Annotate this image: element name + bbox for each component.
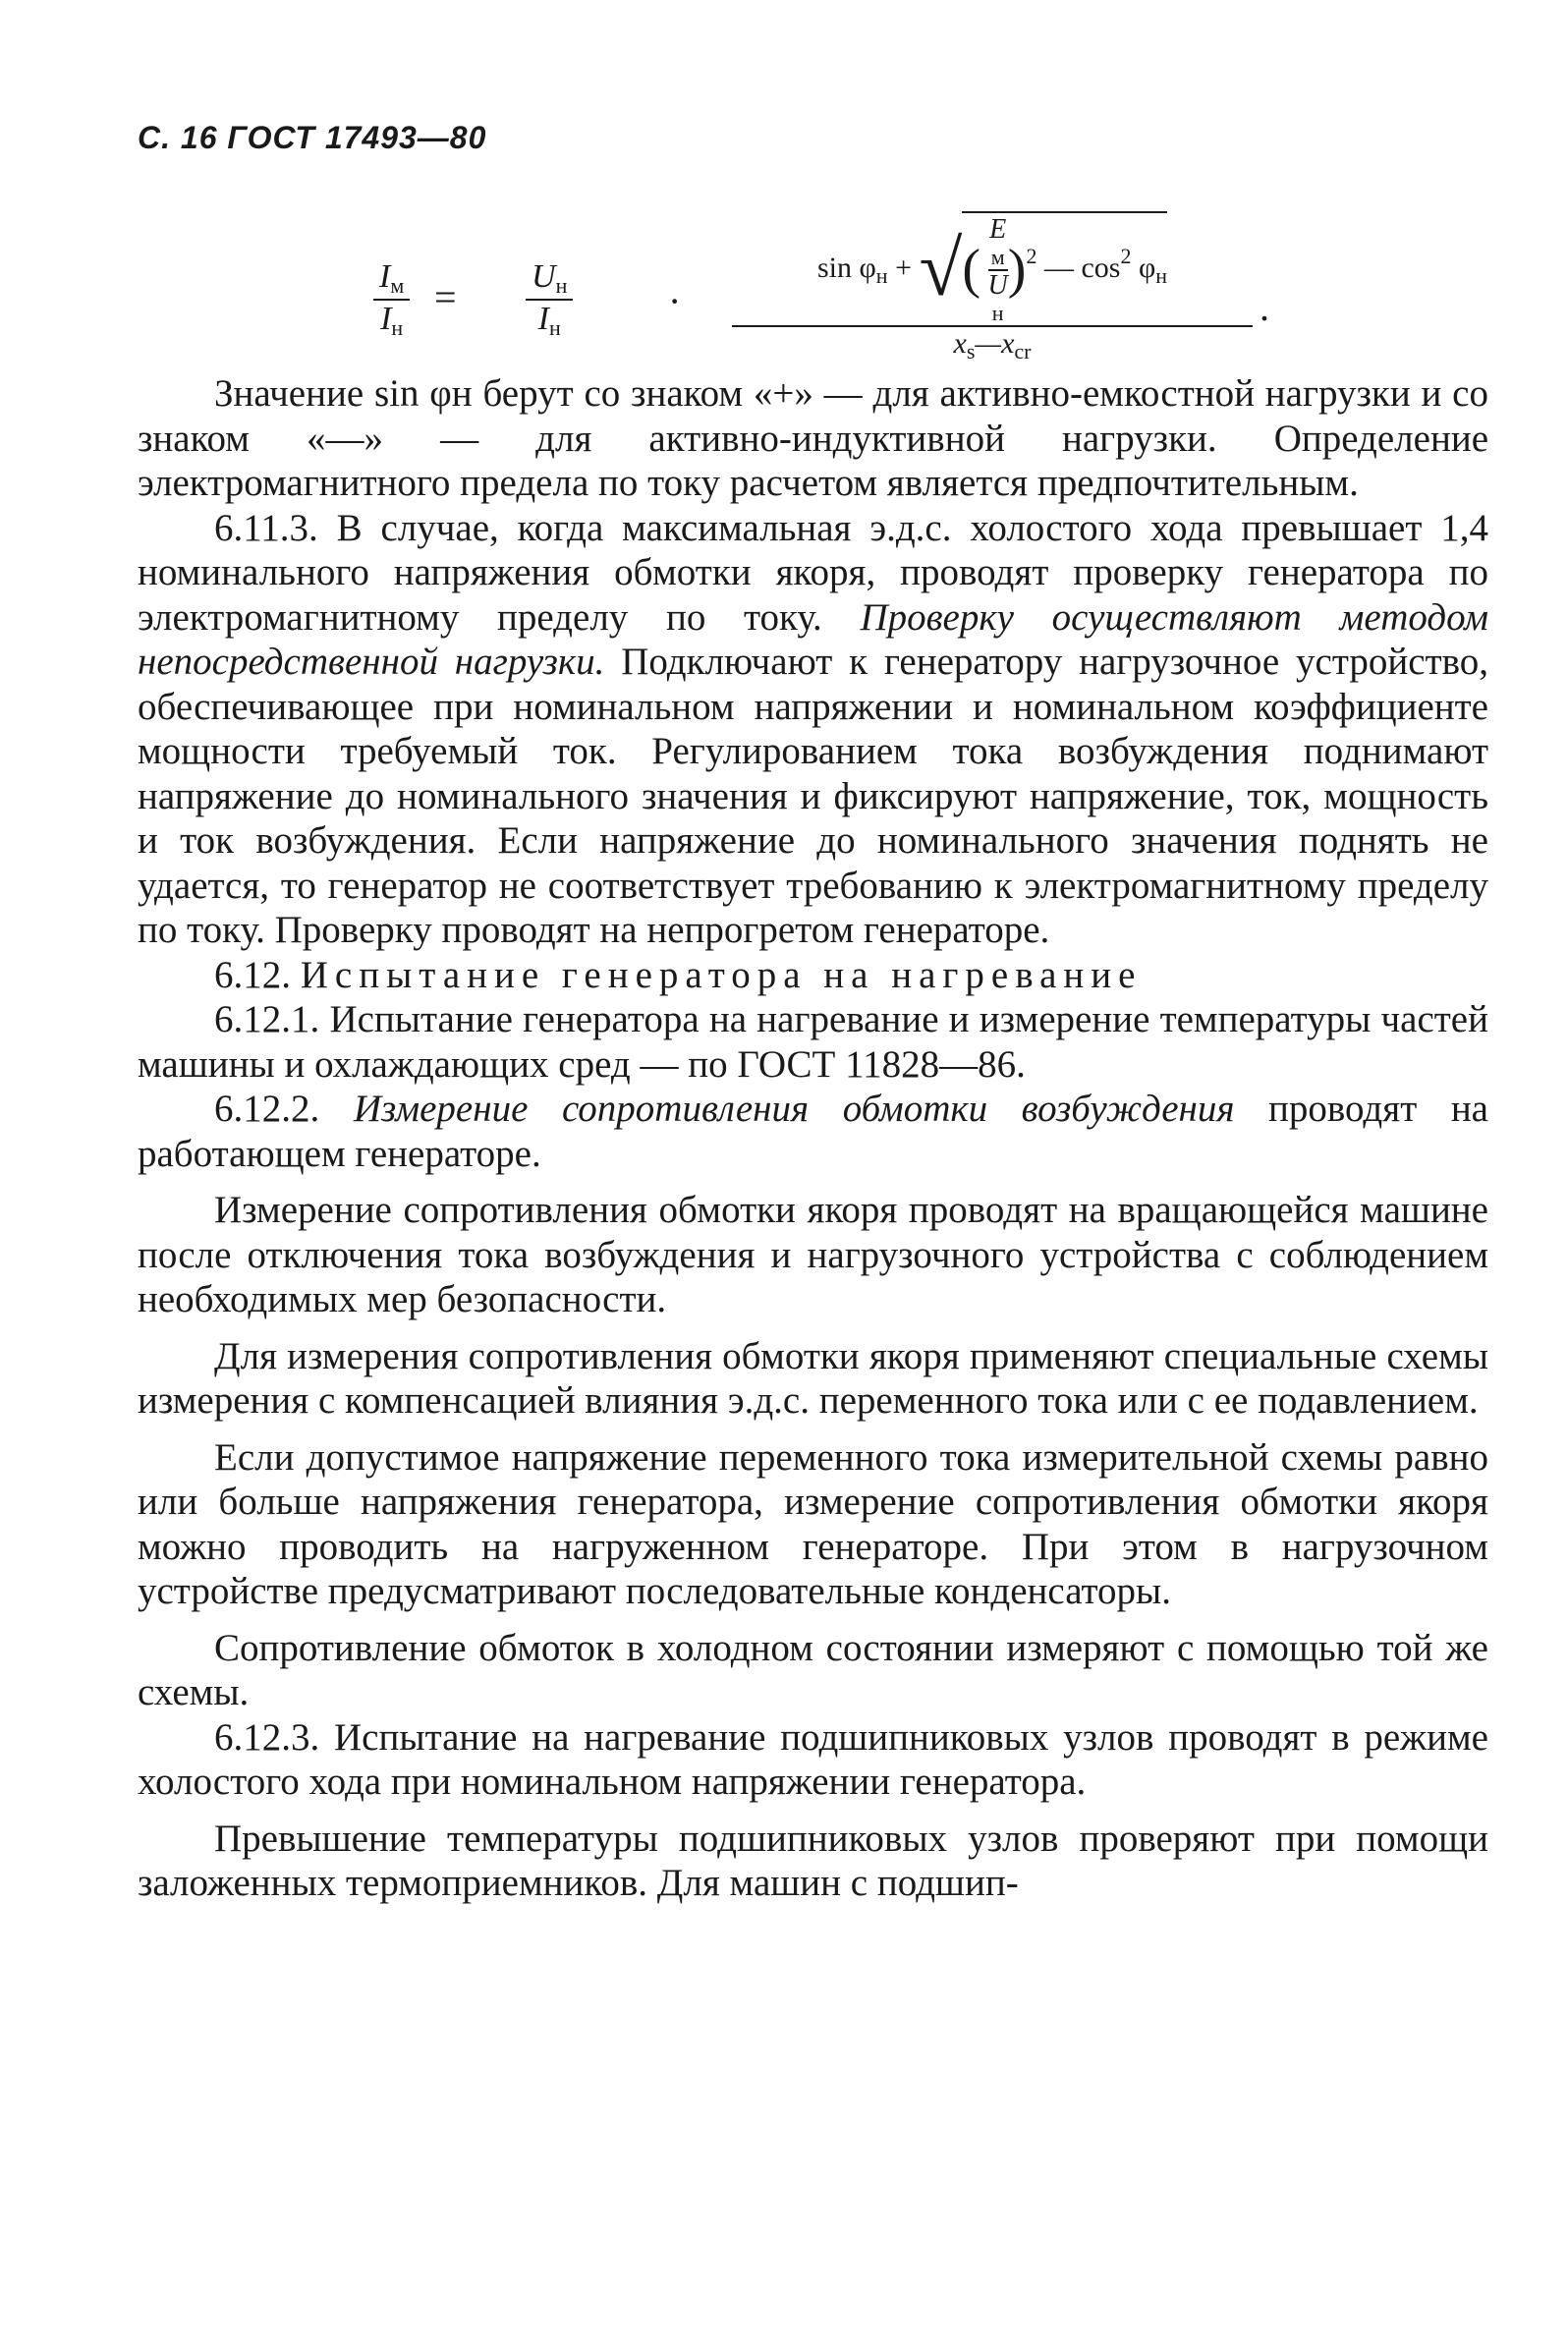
paragraph-6-12-1: 6.12.1. Испытание генератора на нагревание и измерение температуры частей машины и охлаждающих сред — по ГОСТ 11828—86.: [138, 998, 1488, 1086]
equals-sign: =: [434, 275, 457, 319]
paragraph: Измерение сопротивления обмотки якоря проводят на вращающейся машине после отключения тока возбуждения и нагрузочного устройства с соблюдением необходимых мер безопасности.: [138, 1189, 1488, 1320]
fraction-main: $\sin \varphi_н$ + √( E м U н )$^2$ — $\cos^2 \varphi_н$ $x_s—x_{cr}$: [732, 211, 1253, 364]
paragraph: Для измерения сопротивления обмотки якоря применяют специальные схемы измерения с компенсацией влияния э.д.с. переменного тока или с ее подавлением.: [138, 1334, 1488, 1422]
fraction-im-in: $I_м$ $I_н$: [373, 258, 410, 341]
body-text: [138, 371, 1488, 1906]
paragraph: Сопротивление обмоток в холодном состоянии измеряют с помощью той же схемы.: [138, 1626, 1488, 1713]
paragraph-6-11-3: 6.11.3. В случае, когда максимальная э.д.с. холостого хода превышает 1,4 номинального напряжения обмотки якоря, проводят проверку генератора по электромагнитному пределу по току. Проверку осуществляют методом непосредственной нагрузки. Подключают к генератору нагрузочное устройство, обеспечивающее при номинальном напряжении и номинальном коэффициенте мощности требуемый ток. Регулированием тока возбуждения поднимают напряжение до номинального значения и фиксируют напряжение, ток, мощность и ток возбуждения. Если напряжение до номинального значения поднять не удается, то генератор не соответствует требованию к электромагнитному пределу по току. Проверку проводят на непрогретом генераторе.: [138, 506, 1489, 951]
formula: [0, 211, 1568, 364]
multiply-dot: ·: [668, 279, 682, 323]
page-header: С. 16 ГОСТ 17493—80: [138, 120, 487, 155]
paragraph-6-12-2: 6.12.2. Измерение сопротивления обмотки возбуждения проводят на работающем генераторе.: [138, 1088, 1488, 1175]
paragraph-6-12-3: 6.12.3. Испытание на нагревание подшипниковых узлов проводят в режиме холостого хода при номинальном напряжении генератора.: [138, 1715, 1488, 1803]
paragraph: Превышение температуры подшипниковых узлов проверяют при помощи заложенных термоприемников. Для машин с подшип-: [138, 1817, 1488, 1904]
paragraph: Если допустимое напряжение переменного тока измерительной схемы равно или больше напряжения генератора, измерение сопротивления обмотки якоря можно проводить на нагруженном генераторе. При этом в нагрузочном устройстве предусматривают последовательные конденсаторы.: [138, 1435, 1488, 1612]
section-heading-6-12: 6.12. Испытание генератора на нагревание: [214, 953, 1143, 996]
formula-end-dot: .: [1260, 285, 1269, 329]
fraction-un-in: $U_н$ $I_н$: [526, 258, 573, 341]
paragraph: Значение sin φн берут со знаком «+» — для активно-емкостной нагрузки и со знаком «—» — для активно-индуктивной нагрузки. Определение электромагнитного предела по току расчетом является предпочтительным.: [138, 372, 1488, 504]
